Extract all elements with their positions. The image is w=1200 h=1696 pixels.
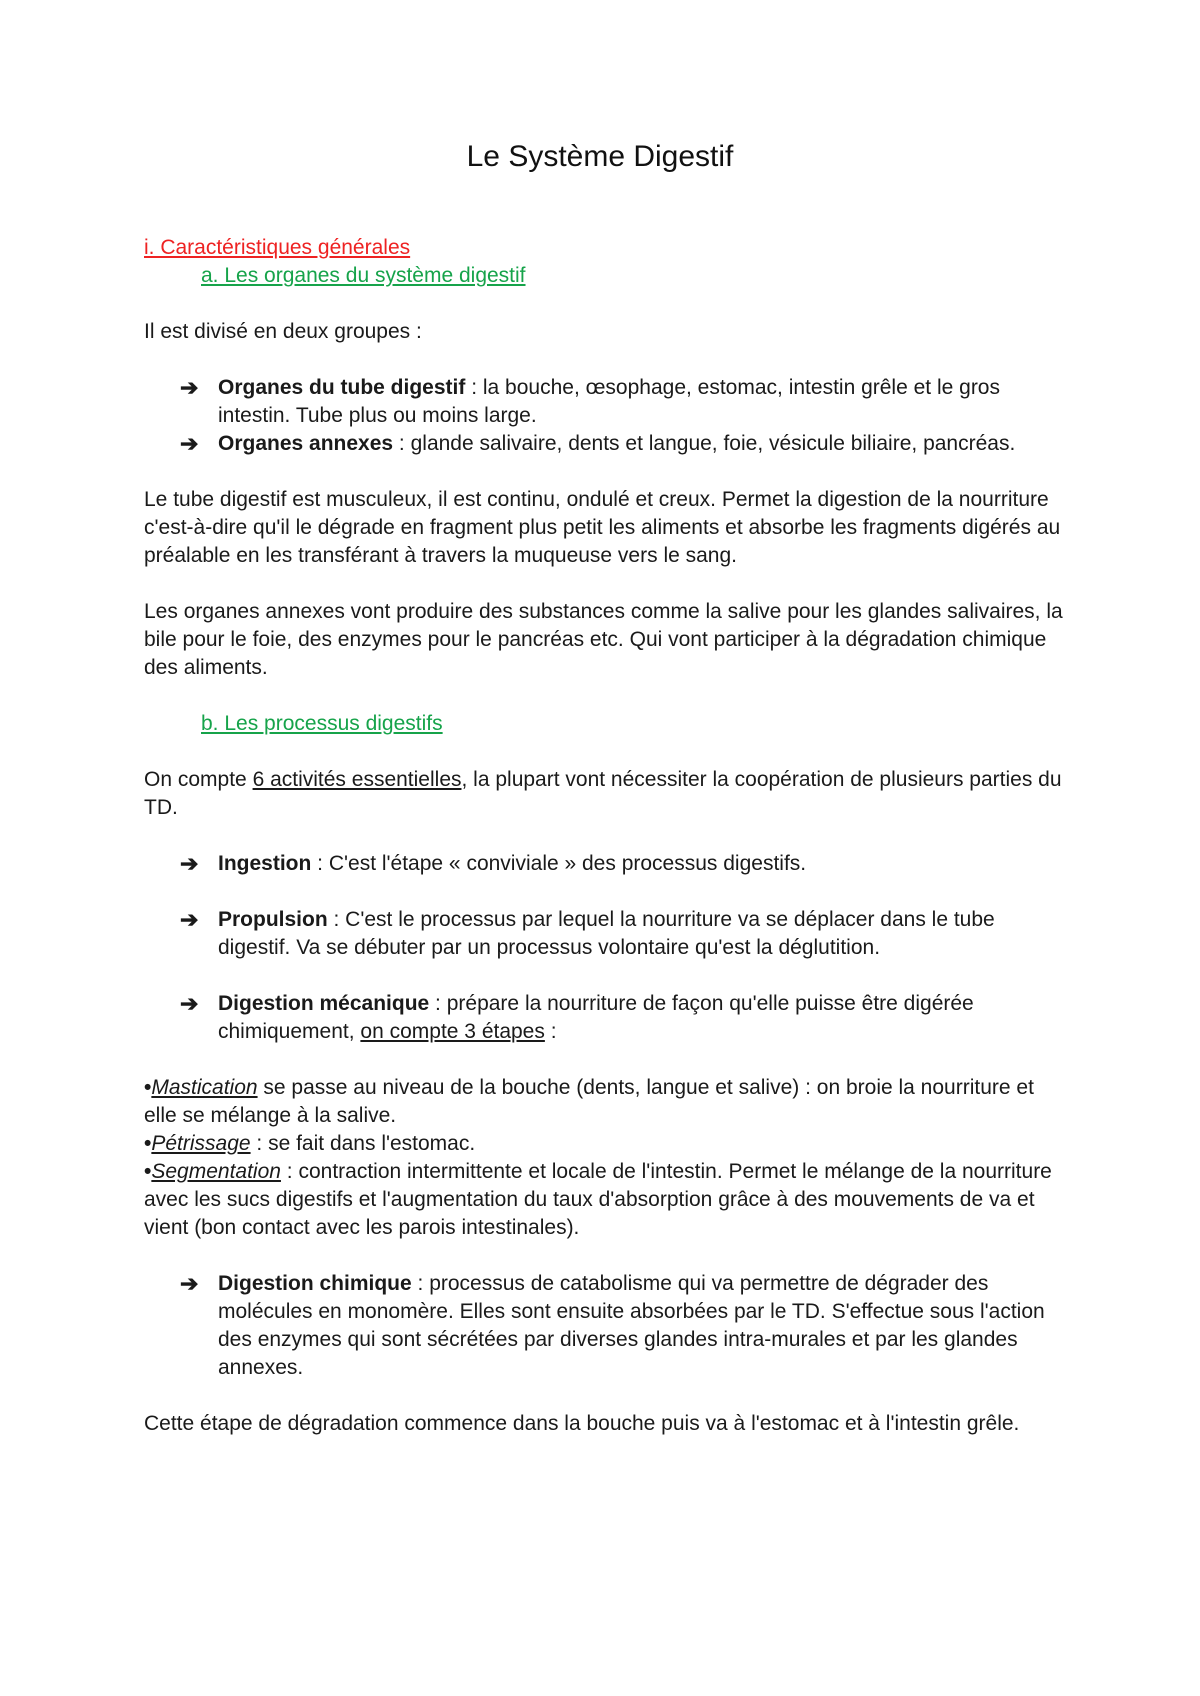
intro-text: Il est divisé en deux groupes :	[144, 320, 422, 343]
bullet-propulsion: ➔ Propulsion : C'est le processus par lequel la nourriture va se déplacer dans le tube digestif. Va se débuter par un processus volontaire qu'est la déglutition.	[180, 907, 995, 959]
activites-underlined: 6 activités essentielles	[252, 768, 462, 791]
dot-item-petrissage: •Pétrissage : se fait dans l'estomac.	[144, 1132, 476, 1155]
bullet-ingestion: ➔ Ingestion : C'est l'étape « conviviale » des processus digestifs.	[180, 851, 807, 876]
bullet-dot-icon: •	[144, 1160, 152, 1183]
bullet-organes-annexes: ➔ Organes annexes : glande salivaire, dents et langue, foie, vésicule biliaire, pancréas.	[180, 431, 1016, 456]
arrow-icon: ➔	[180, 375, 199, 400]
arrow-icon: ➔	[180, 851, 199, 876]
bullet-organes-tube: ➔ Organes du tube digestif : la bouche, œsophage, estomac, intestin grêle et le gros intestin. Tube plus ou moins large.	[180, 375, 1000, 427]
section-heading-1: i. Caractéristiques générales	[144, 236, 411, 259]
paragraph-tube-digestif: Le tube digestif est musculeux, il est continu, ondulé et creux. Permet la digestion de la nourriture c'est-à-dire qu'il le dégrade en fragment plus petit les aliments et absorbe les fragments digérés au préalable en les transférant à travers la muqueuse vers le sang.	[144, 488, 1061, 567]
arrow-icon: ➔	[180, 991, 199, 1016]
arrow-icon: ➔	[180, 1271, 199, 1296]
page-title: Le Système Digestif	[466, 140, 734, 173]
bullet-dot-icon: •	[144, 1076, 152, 1099]
bullet-digestion-mecanique: ➔ Digestion mécanique : prépare la nourriture de façon qu'elle puisse être digérée chimiquement, on compte 3 étapes :	[180, 991, 974, 1043]
paragraph-final: Cette étape de dégradation commence dans la bouche puis va à l'estomac et à l'intestin grêle.	[144, 1412, 1020, 1435]
arrow-icon: ➔	[180, 431, 199, 456]
subheading-a: a. Les organes du système digestif	[201, 264, 526, 287]
subheading-b: b. Les processus digestifs	[201, 712, 443, 735]
bullet-dot-icon: •	[144, 1132, 152, 1155]
arrow-icon: ➔	[180, 907, 199, 932]
dot-item-segmentation: •Segmentation : contraction intermittente et locale de l'intestin. Permet le mélange de la nourriture avec les sucs digestifs et l'augmentation du taux d'absorption grâce à des mouvements de va et vient (bon contact avec les parois intestinales).	[144, 1160, 1052, 1239]
paragraph-activites: On compte 6 activités essentielles, la plupart vont nécessiter la coopération de plusieurs parties du TD.	[144, 768, 1062, 819]
paragraph-organes-annexes: Les organes annexes vont produire des substances comme la salive pour les glandes salivaires, la bile pour le foie, des enzymes pour le pancréas etc. Qui vont participer à la dégradation chimique des aliments.	[144, 600, 1063, 679]
document-body	[144, 234, 1064, 1438]
dot-item-mastication: •Mastication se passe au niveau de la bouche (dents, langue et salive) : on broie la nourriture et elle se mélange à la salive.	[144, 1076, 1034, 1127]
bullet-digestion-chimique: ➔ Digestion chimique : processus de catabolisme qui va permettre de dégrader des molécules en monomère. Elles sont ensuite absorbées par le TD. S'effectue sous l'action des enzymes qui sont sécrétées par diverses glandes intra-murales et par les glandes annexes.	[180, 1271, 1045, 1379]
